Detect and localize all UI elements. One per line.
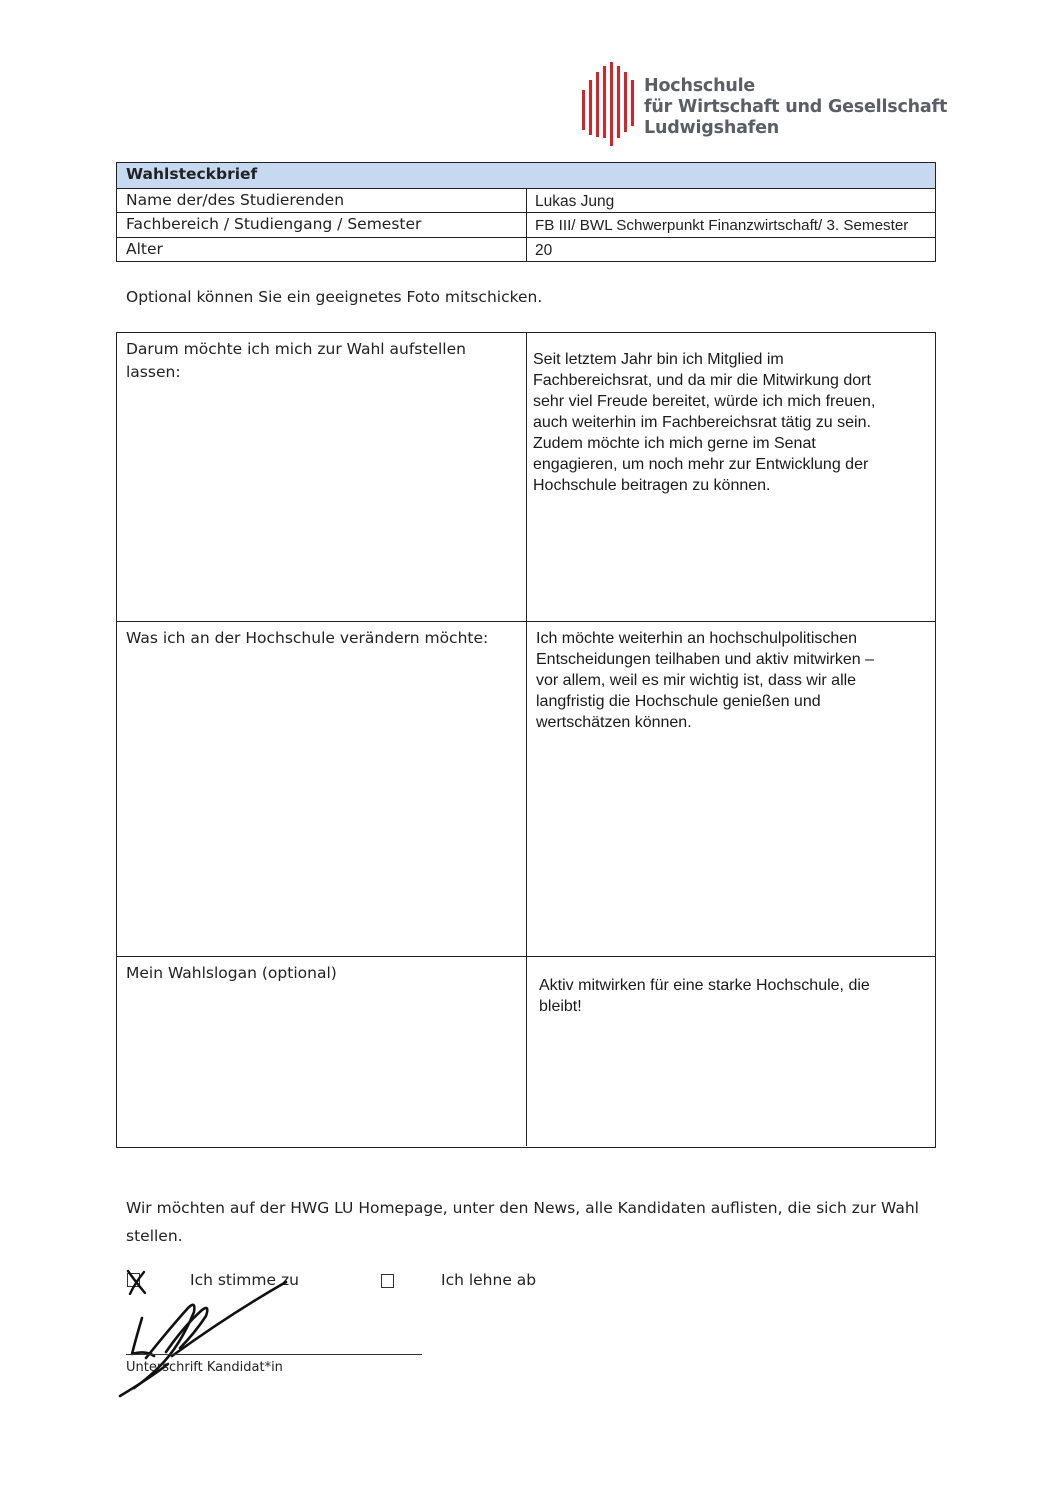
logo-line-2: für Wirtschaft und Gesellschaft: [644, 97, 948, 117]
info-label-age: Alter: [117, 238, 527, 262]
text-line: Fachbereichsrat, und da mir die Mitwirkung dort: [533, 372, 871, 389]
decline-label: Ich lehne ab: [441, 1271, 537, 1289]
text-line: vor allem, weil es mir wichtig ist, dass wir alle: [536, 672, 857, 689]
text-line: engagieren, um noch mehr zur Entwicklung der: [533, 456, 869, 473]
section-row-slogan: [117, 956, 935, 1146]
text-line: sehr viel Freude bereitet, würde ich mich freuen,: [533, 393, 876, 410]
info-row-name: [117, 188, 935, 213]
logo-line-3: Ludwigshafen: [644, 118, 780, 138]
logo-line-1: Hochschule: [644, 76, 756, 96]
logo-text: [644, 76, 947, 139]
info-value-age[interactable]: 20: [535, 241, 553, 259]
info-row-program: [117, 212, 935, 237]
section-row-changes: [117, 621, 935, 956]
section-text-slogan[interactable]: [539, 975, 929, 1017]
section-label-motivation: Darum möchte ich mich zur Wahl aufstellen lassen:: [117, 333, 527, 621]
text-line: Hochschule beitragen zu können.: [533, 477, 771, 494]
text-line: langfristig die Hochschule genießen und: [536, 693, 821, 710]
photo-note: Optional können Sie ein geeignetes Foto mitschicken.: [126, 288, 543, 306]
signature-line: [126, 1354, 422, 1355]
university-logo: [580, 60, 948, 152]
homepage-notice: Wir möchten auf der HWG LU Homepage, unter den News, alle Kandidaten auflisten, die sich zur Wahl stellen.: [126, 1199, 919, 1245]
section-label-slogan: Mein Wahlslogan (optional): [117, 957, 527, 1146]
text-line: auch weiterhin im Fachbereichsrat tätig zu sein.: [533, 414, 871, 431]
agree-label: Ich stimme zu: [190, 1271, 299, 1289]
section-row-motivation: [117, 333, 935, 621]
info-table: [116, 162, 936, 262]
info-label-program: Fachbereich / Studiengang / Semester: [117, 213, 527, 237]
handwritten-signature: [110, 1268, 350, 1418]
section-text-motivation[interactable]: [533, 349, 923, 496]
text-line: Seit letztem Jahr bin ich Mitglied im: [533, 351, 784, 368]
section-label-changes: Was ich an der Hochschule verändern möchte:: [117, 622, 527, 956]
info-label-name: Name der/des Studierenden: [117, 189, 527, 213]
info-header-row: [117, 163, 935, 188]
main-table: [116, 332, 936, 1148]
logo-bars-icon: [580, 60, 638, 148]
text-line: bleibt!: [539, 998, 582, 1015]
decline-checkbox[interactable]: [381, 1274, 394, 1288]
text-line: Zudem möchte ich mich gerne im Senat: [533, 435, 816, 452]
info-row-age: [117, 237, 935, 262]
text-line: Entscheidungen teilhaben und aktiv mitwirken –: [536, 651, 874, 668]
text-line: wertschätzen können.: [536, 714, 692, 731]
info-header: Wahlsteckbrief: [126, 165, 258, 183]
section-text-changes[interactable]: [536, 628, 926, 733]
signature-label: Unterschrift Kandidat*in: [126, 1360, 283, 1375]
info-value-name[interactable]: Lukas Jung: [535, 192, 615, 210]
text-line: Ich möchte weiterhin an hochschulpolitischen: [536, 630, 858, 647]
text-line: Aktiv mitwirken für eine starke Hochschule, die: [539, 977, 870, 994]
info-value-program[interactable]: FB III/ BWL Schwerpunkt Finanzwirtschaft/ 3. Semester: [535, 217, 909, 234]
